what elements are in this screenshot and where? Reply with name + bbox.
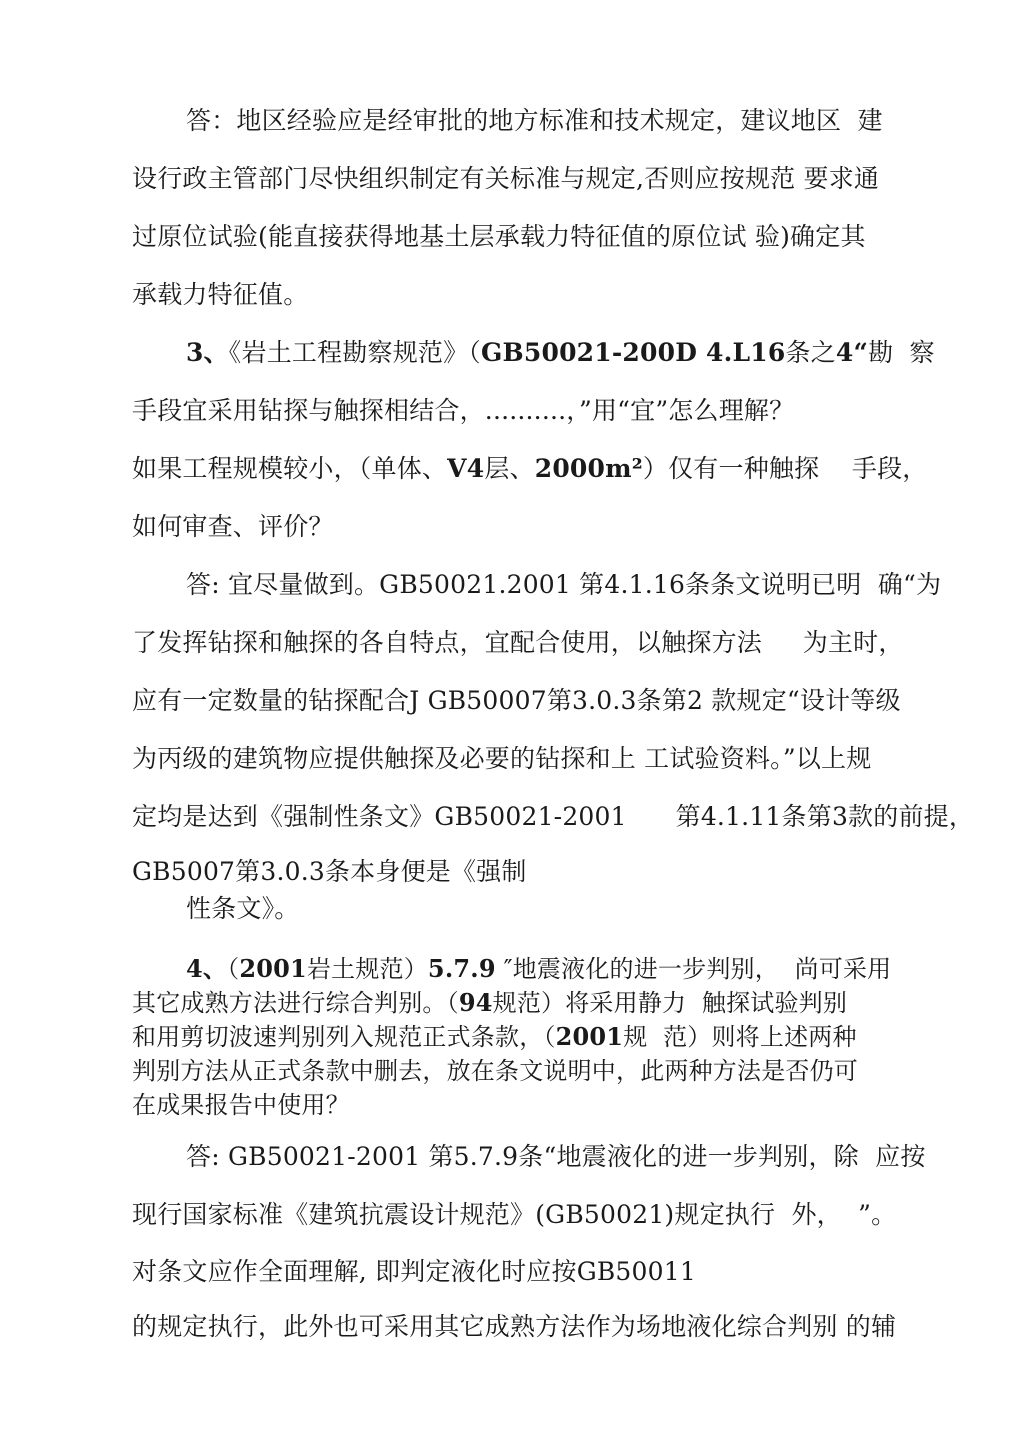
answer-4-line-2: 现行国家标准《建筑抗震设计规范》(GB50021)规定执行 外， ”。 [132, 1200, 897, 1229]
question-3-number: 3、 [186, 338, 229, 367]
question-3-line-3: 如果工程规模较小，（单体、V4层、2000m²）仅有一种触探 手段， [132, 454, 928, 483]
answer-1-line-1: 答：地区经验应是经审批的地方标准和技术规定，建议地区 建 [186, 106, 883, 135]
question-3-line-1: 3、《岩土工程勘察规范》（GB50021-200D 4.L16条之4“勘 察 [186, 338, 935, 367]
answer-4-line-3: 对条文应作全面理解, 即判定液化时应按GB50011 [132, 1257, 696, 1286]
answer-1-line-4: 承载力特征值。 [132, 280, 309, 309]
question-3-line-4: 如何审查、评价？ [132, 512, 334, 541]
answer-3-line-4: 为丙级的建筑物应提供触探及必要的钻探和上 工试验资料。”以上规 [132, 744, 872, 773]
answer-3-line-7: 性条文》。 [186, 894, 300, 923]
question-4-number: 4、 [186, 954, 228, 983]
question-4-line-3: 和用剪切波速判别列入规范正式条款，（2001规 范）则将上述两种 [132, 1022, 857, 1051]
answer-4-line-4: 的规定执行，此外也可采用其它成熟方法作为场地液化综合判别 的辅 [132, 1312, 897, 1341]
answer-3-line-6: GB5007第3.0.3条本身便是《强制 [132, 857, 527, 886]
answer-1-line-2: 设行政主管部门尽快组织制定有关标准与规定,否则应按规范 要求通 [132, 164, 880, 193]
answer-3-line-2: 了发挥钻探和触探的各自特点，宜配合使用，以触探方法 为主时， [132, 628, 904, 657]
question-4-line-5: 在成果报告中使用？ [132, 1091, 350, 1119]
question-3-line-2: 手段宜采用钻探与触探相结合，..........，”用“宜”怎么理解？ [132, 396, 795, 425]
question-4-line-4: 判别方法从正式条款中删去，放在条文说明中，此两种方法是否仍可 [132, 1057, 858, 1085]
answer-3-line-5: 定均是达到《强制性条文》GB50021-2001 第4.1.11条第3款的前提， [132, 802, 975, 831]
answer-4-line-1: 答: GB50021-2001 第5.7.9条“地震液化的进一步判别，除 应按 [186, 1142, 926, 1171]
answer-3-line-3: 应有一定数量的钻探配合J GB50007第3.0.3条第2 款规定“设计等级 [132, 686, 901, 715]
answer-1-line-3: 过原位试验(能直接获得地基土层承载力特征值的原位试 验)确定其 [132, 222, 866, 251]
question-4-line-2: 其它成熟方法进行综合判别。（94规范）将采用静力 触探试验判别 [132, 988, 848, 1017]
answer-3-line-1: 答: 宜尽量做到。GB50021.2001 第4.1.16条条文说明已明 确“为 [186, 570, 942, 599]
question-4-line-1: 4、（2001岩土规范）5.7.9 ″地震液化的进一步判别， 尚可采用 [186, 954, 892, 983]
